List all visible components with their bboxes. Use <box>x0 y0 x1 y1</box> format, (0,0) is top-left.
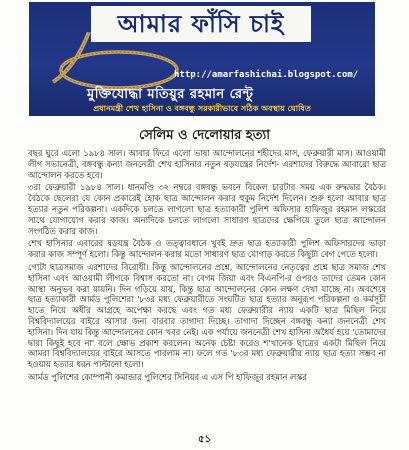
paragraph: শেখ হাসিনার এবারের ষড়যন্ত্র বৈঠক ও তত্ত্বাবধানে খুবই দ্রুত ছাত্র হত্যাকারী পুলিশ অফিসারদের ভাড়া করার কাজ সম্পূর্ণ হলো। কিন্তু আন্দোলন করার মতো সাধারণ ছাত্র যোগাড় করতে কিছুটা বেগ পেতে হলো। <box>28 238 386 260</box>
article-body <box>28 148 386 383</box>
paragraph: আর্মড পুলিশের কোম্পানী কমান্ডার পুলিশের সিনিয়র এ এস পি হাফিজুর রহমান লস্কর <box>28 371 307 382</box>
paragraph: গোটা ছাত্রসমাজ এরশাদের বিরোধী। কিন্তু আন্দোলনের প্রশ্নে, আন্দোলনের নেতৃত্বের প্রশ্নে ছাত্র সমাজ শেখ হাসিনা এবং আওয়ামী লীগকে বিশ্বাস করতো না। বেগম জিয়া এবং বিএনপি-র ওপরও তাদের তেমন কোন আস্থা অনুভব করা যায়নি। দিন গড়িয়ে যায়, কিন্তু ছাত্র আন্দোলনের কোন লক্ষণ দেখা যাচ্ছে না। অবশেষে ছাত্র হত্যাকারী আর্মড পুলিশেরা '৮৩র মধ্য ফেব্রুয়ারীতে সংঘটিত ছাত্র হত্যার অনুরূপ পরিকল্পনা ও কর্মসূচী হাতে নিয়ে অধীর আগ্রহে অপেক্ষা করছে এবং গত মধ্য ফেব্রুয়ারীর ন্যায় একটি ছাত্র মিছিল নিয়ে বিশ্ববিদ্যালয়ের বাইরে আসার জন্য বারবার তাগাদা দিচ্ছে। তাগাদা দিচ্ছেন বঙ্গবন্ধু কন্যা জননেত্রী শেখ হাসিনা। দিন যায় কিন্তু আন্দোলনের কোন খবর নেই। এক পর্যায়ে জননেত্রী শেখ হাসিনা অধৈর্য হয়ে 'তোমাদের দ্বারা কিছুই হবে না' বলে ক্ষোভ প্রকাশ করলেন। অনেক চেষ্টা করেও শ'খানেক ছাত্রের একটা মিছিল নিয়ে আমরা বিশ্ববিদ্যালয়ের বাইরে আসতে পারলাম না। ফলে গত '৮৩র মধ্য ফেব্রুয়ারীর ন্যায় ছাত্র হত্যা সম্ভব না হওয়ায় হত্যার ধরন পাল্টানো হলো। <box>28 261 386 370</box>
blog-url: http://amarfashichai.blogspot.com/ <box>174 70 359 80</box>
book-banner <box>29 2 375 116</box>
paragraph: বছর ঘুরে এলো ১৯৮৪ সাল। আবার ফিরে এলো ভাষা আন্দোলনের শহীদের মাস, ফেব্রুয়ারী মাস। আওয়ামী লীগ সভানেত্রী, বঙ্গবন্ধু কন্যা জননেত্রী শেখ হাসিনার নতুন ষড়যন্ত্রের নির্দেশ- এরশাদের বিরুদ্ধে আবারো ছাত্র আন্দোলন করতে হবে। <box>28 148 386 180</box>
book-title: আমার ফাঁসি চাই <box>91 6 311 42</box>
banner-subline: প্রধানমন্ত্রী শেখ হাসিনা ও বঙ্গবন্ধু সরকারীভাবে সঠিক অবস্থায় ঘোষিত <box>93 104 311 113</box>
author-name: মুক্তিযোদ্ধা মতিয়ুর রহমান রেন্টু <box>87 87 254 102</box>
paragraph: ৩রা ফেব্রুয়ারী ১৯৮৪ সাল। ধানমণ্ডি ৩২ নম্বরে বঙ্গবন্ধু ভবনে বিকেল চারটার সময় এক রুদ্ধদ্বার বৈঠক। বৈঠকে ছেলেরা যে কোন প্রকারেই হোক ছাত্র আন্দোলন করার হুকুম নির্দেশ দিলেন। শুরু হলো আবার ছাত্র হত্যার নতুন পরিকল্পনা। একদিকে চলতে লাগলো ছাত্র হত্যাকারী পুলিশ অফিসার হাফিজুর রহমান লস্করের সাথে যোগাযোগ করার কাজ। অন্যদিকে চলতে লাগলো সাধারণ ছাত্রদের ক্ষেপিয়ে তুলে ছাত্র আন্দোলন সংগঠিত করার কাজ। <box>28 182 386 236</box>
chapter-heading: সেলিম ও দেলোয়ার হত্যা <box>138 128 271 143</box>
page-number: ৫১ <box>198 434 211 445</box>
